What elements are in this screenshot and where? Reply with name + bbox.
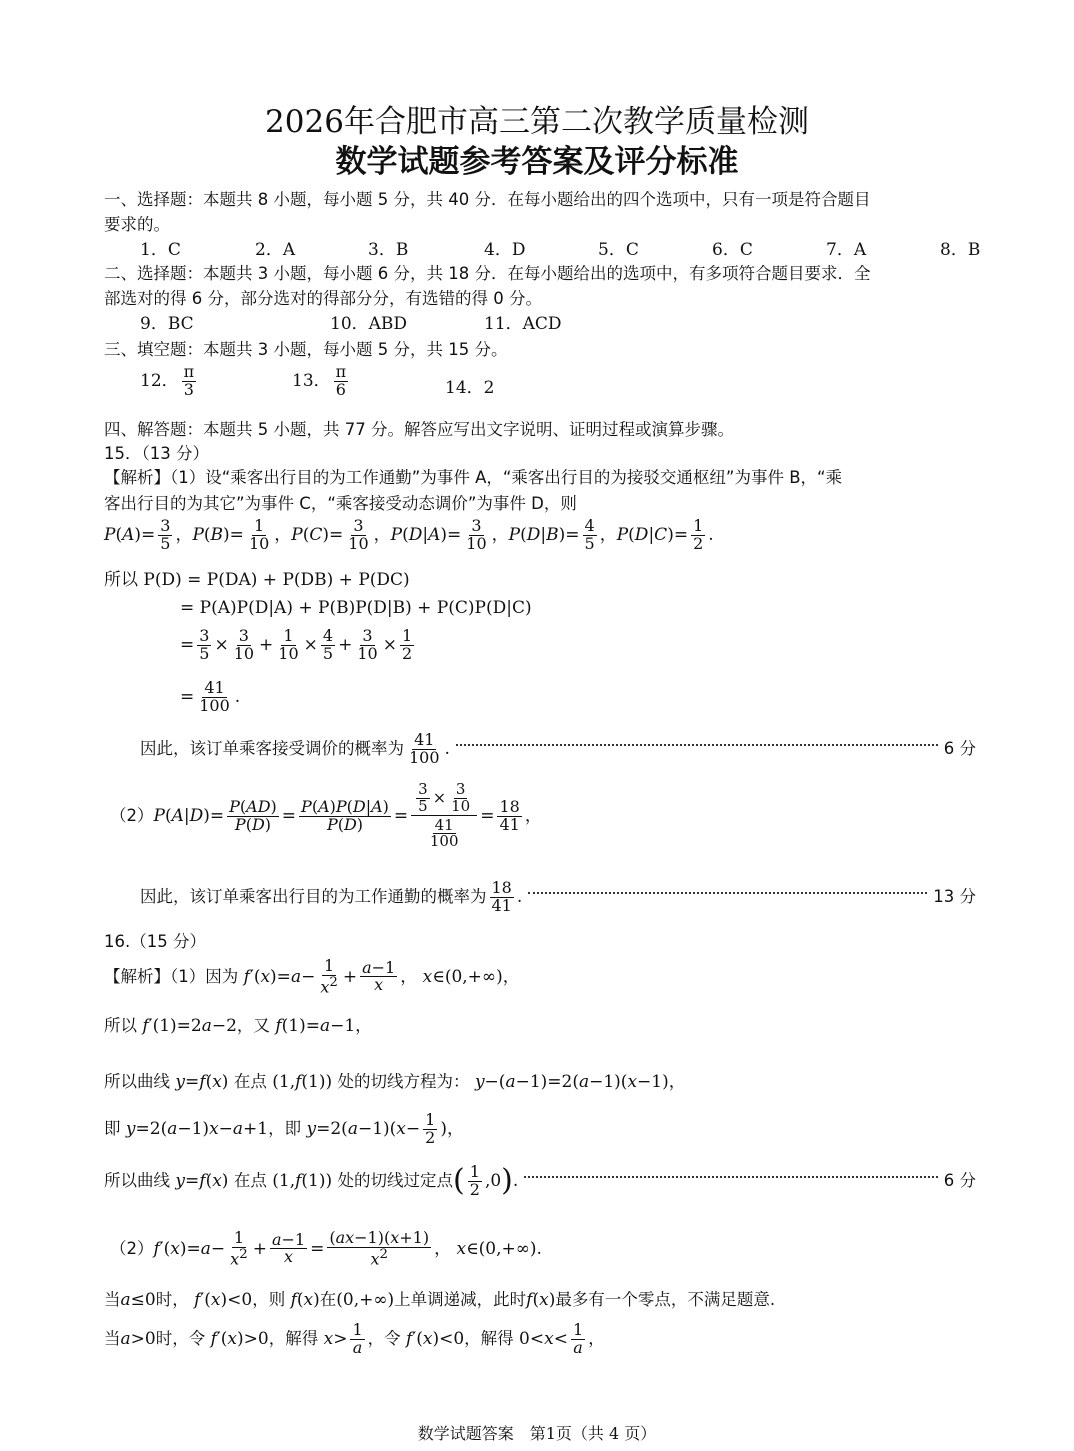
page-title: 2026年合肥市高三第二次教学质量检测 bbox=[265, 104, 809, 140]
section1-line1: 一、选择题：本题共 8 小题，每小题 5 分，共 40 分．在每小题给出的四个选项中，只有一项是符合题目 bbox=[104, 190, 871, 209]
section1-line2: 要求的。 bbox=[104, 215, 170, 234]
q16-l3-text3: 处的切线方程为： bbox=[337, 1072, 470, 1092]
q16-l7-text1: 当 bbox=[104, 1290, 121, 1310]
q16-l7-text5: 上单调递减，此时 bbox=[394, 1290, 527, 1310]
answer-7: 7．A bbox=[826, 240, 867, 260]
q12-den: 3 bbox=[183, 379, 194, 399]
answer-1: 1．C bbox=[140, 240, 181, 260]
q15-score2: 13 分 bbox=[933, 887, 976, 907]
q13-den: 6 bbox=[335, 379, 346, 399]
q12-label: 12． bbox=[140, 371, 179, 392]
q16-line8: 当 a >0 时，令 f ′( x )>0 ，解得 x > $\frac{1}{a}$ ，令 f ′( x )<0 ，解得 0< x < $\frac{1}{a}$ ， bbox=[104, 1320, 606, 1357]
answer-10: 10．ABD bbox=[330, 314, 408, 334]
q16-line7: 当 a ≤0 时， f ′( x )<0 ，则 f ( x ) 在 (0,+∞) 上单调递减，此时 f ( x ) 最多有一个零点，不满足题意. bbox=[104, 1290, 776, 1310]
q16-line2: 所以 f ′(1)=2 a −2 ，又 f (1)= a −1， bbox=[104, 1016, 373, 1036]
q16-l8-text3: ，解得 bbox=[268, 1329, 319, 1349]
q16-l5-text: 所以曲线 bbox=[104, 1171, 170, 1191]
q16-l7-text2: 时， bbox=[155, 1290, 189, 1310]
answer-5: 5．C bbox=[598, 240, 639, 260]
q16-l8-text4: ，令 bbox=[367, 1329, 401, 1349]
q13-label: 13． bbox=[292, 371, 331, 392]
q16-l7-text3: ，则 bbox=[252, 1290, 286, 1310]
q16-l1-text: 【解析】（1）因为 bbox=[104, 967, 239, 987]
q16-l4-text: 即 bbox=[104, 1119, 121, 1139]
section3-heading: 三、填空题：本题共 3 小题，每小题 5 分，共 15 分。 bbox=[104, 340, 508, 359]
q16-l4-text2: ，即 bbox=[268, 1119, 302, 1139]
section2-line2: 部选对的得 6 分，部分选对的得部分分，有选错的得 0 分。 bbox=[104, 289, 542, 308]
q15-conclusion1: 因此，该订单乘客接受调价的概率为 $\frac{41}{100}$ . 6 分 bbox=[140, 730, 976, 767]
q16-l5-text2: 在点 bbox=[233, 1171, 267, 1191]
q16-l2-text2: ，又 bbox=[236, 1016, 270, 1036]
q15-step3: = $\frac{41}{100}$ . bbox=[180, 678, 241, 715]
q16-l8-text2: 时，令 bbox=[155, 1329, 206, 1349]
answer-2: 2．A bbox=[255, 240, 296, 260]
fill-answer-12 bbox=[140, 364, 199, 399]
q15-step1: = P(A)P(D|A) + P(B)P(D|B) + P(C)P(D|C) bbox=[180, 598, 532, 618]
q15-conclusion2: 因此，该订单乘客出行目的为工作通勤的概率为 $\frac{18}{41}$ . 13 分 bbox=[140, 878, 976, 915]
q16-l5-text3: 处的切线过定点 bbox=[337, 1171, 454, 1191]
q16-l8-text1: 当 bbox=[104, 1329, 121, 1349]
q16-l7-text6: 最多有一个零点，不满足题意. bbox=[555, 1290, 776, 1310]
answer-9: 9．BC bbox=[140, 314, 194, 334]
q16-l7-text4: 在 bbox=[319, 1290, 337, 1310]
q15-part2-formula: （2） P ( A | D )= $\frac{P(AD)}{P(D)}$ = $\frac{P(A)P(D|A)}{P(D)}$ = $\frac{3}{5}$ × $\frac{3}{10}$ $\frac{41}{100}$ = $\frac{18}{41}$ ， bbox=[110, 780, 542, 851]
q15-analysis-line2: 客出行目的为其它”为事件 C，“乘客接受动态调价”为事件 D，则 bbox=[104, 494, 577, 513]
q15-probabilities: P ( A )= $\frac{3}{5}$ ， P ( B )= $\frac{1}{10}$ ， P ( C )= $\frac{3}{10}$ ， P ( D | A )= $\frac{3}{10}$ ， P ( D | B )= $\frac{4}{5}$ ， P ( D | C )= $\frac{1}{2}$ . bbox=[104, 516, 714, 553]
dot-leader bbox=[524, 1176, 937, 1178]
answer-4: 4．D bbox=[484, 240, 526, 260]
q16-l3-text: 所以曲线 bbox=[104, 1072, 170, 1092]
q16-line5: 所以曲线 y = f ( x ) 在点 (1, f (1)) 处的切线过定点 ( $\frac{1}{2}$ ,0 ) . 6 分 bbox=[104, 1162, 976, 1199]
q12-fraction bbox=[182, 364, 197, 399]
q16-score1: 6 分 bbox=[943, 1171, 976, 1191]
q15-sum-line: 所以 P(D) = P(DA) + P(DB) + P(DC) bbox=[104, 570, 410, 590]
answer-6: 6．C bbox=[712, 240, 753, 260]
q15-conclusion1-text: 因此，该订单乘客接受调价的概率为 bbox=[140, 739, 404, 759]
q16-l8-text5: ，解得 bbox=[464, 1329, 514, 1349]
page-subtitle: 数学试题参考答案及评分标准 bbox=[335, 144, 739, 180]
answer-11: 11．ACD bbox=[484, 314, 562, 334]
dot-leader bbox=[456, 744, 938, 746]
q16-line3: 所以曲线 y = f ( x ) 在点 (1, f (1)) 处的切线方程为： y −( a −1)=2( a −1)( x −1)， bbox=[104, 1072, 686, 1092]
q16-line1: 【解析】（1）因为 f ′( x )= a − $\frac{1}{x^2}$ + $\frac{a-1}{x}$ ， x ∈(0,+∞)， bbox=[104, 956, 520, 997]
q16-l2-text: 所以 bbox=[104, 1016, 137, 1036]
fill-answer-13 bbox=[292, 364, 351, 399]
q15-score1: 6 分 bbox=[943, 739, 976, 759]
section4-heading: 四、解答题：本题共 5 小题，共 77 分。解答应写出文字说明、证明过程或演算步骤。 bbox=[104, 420, 734, 439]
q16-line4: 即 y =2( a −1) x − a +1 ，即 y =2( a −1)( x − $\frac{1}{2}$ )， bbox=[104, 1110, 464, 1147]
fill-answer-14: 14．2 bbox=[445, 378, 495, 398]
q16-l3-text2: 在点 bbox=[233, 1072, 267, 1092]
page-footer: 数学试题答案 第1页（共 4 页） bbox=[417, 1424, 657, 1443]
q15-part2-label: （2） bbox=[110, 806, 154, 826]
dot-leader bbox=[528, 892, 927, 894]
q13-num: π bbox=[335, 362, 347, 381]
q15-analysis-line1: 【解析】（1）设“乘客出行目的为工作通勤”为事件 A，“乘客出行目的为接驳交通枢纽”为事件 B，“乘 bbox=[104, 468, 843, 487]
q15-step2: = $\frac{3}{5}$ × $\frac{3}{10}$ + $\frac{1}{10}$ × $\frac{4}{5}$ + $\frac{3}{10}$ × $\frac{1}{2}$ bbox=[180, 626, 413, 663]
q16-part2-formula: （2） f ′( x )= a − $\frac{1}{x^2}$ + $\frac{a-1}{x}$ = $\frac{(ax-1)(x+1)}{x^2}$ ， x ∈(0,+∞). bbox=[110, 1228, 542, 1269]
q12-num: π bbox=[183, 362, 195, 381]
q16-heading: 16.（15 分） bbox=[104, 932, 206, 951]
q15-conclusion2-text: 因此，该订单乘客出行目的为工作通勤的概率为 bbox=[140, 887, 487, 907]
section2-line1: 二、选择题：本题共 3 小题，每小题 6 分，共 18 分．在每小题给出的选项中，有多项符合题目要求．全 bbox=[104, 264, 871, 283]
q16-part2-label: （2） bbox=[110, 1239, 154, 1259]
answer-8: 8．B bbox=[940, 240, 981, 260]
answer-3: 3．B bbox=[368, 240, 409, 260]
q15-heading: 15．（13 分） bbox=[104, 444, 209, 463]
q13-fraction bbox=[334, 364, 349, 399]
